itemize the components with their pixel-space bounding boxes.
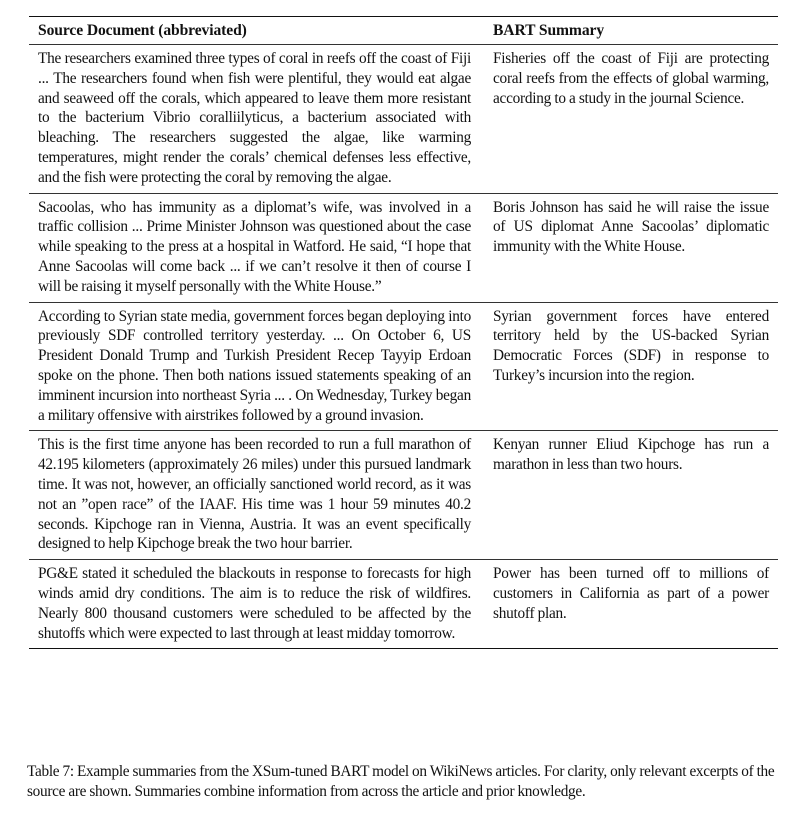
source-cell: The researchers examined three types of coral in reefs off the coast of Fiji ... The researchers found when fish were plentiful, they would eat algae and seaweed off the corals, which appeared to leave them more resistant to the bacterium Vibrio coralliilyticus, a bacterium associated with bleaching. The researchers suggested the algae, like warming temperatures, might render the corals’ chemical defenses less effective, and the fish were protecting the coral by removing the algae. [38, 50, 471, 186]
summary-table [29, 16, 778, 649]
summary-cell: Fisheries off the coast of Fiji are protecting coral reefs from the effects of global warming, according to a study in the journal Science. [493, 50, 769, 107]
summary-cell: Boris Johnson has said he will raise the issue of US diplomat Anne Sacoolas’ diplomatic immunity with the White House. [493, 198, 769, 256]
source-cell: This is the first time anyone has been recorded to run a full marathon of 42.195 kilometers (approximately 26 miles) under this pursued landmark time. It was not, however, an officially sanctioned world record, as it was not an ”open race” of the IAAF. His time was 1 hour 59 minutes 40.2 seconds. Kipchoge ran in Vienna, Austria. It was an event specifically designed to help Kipchoge break the two hour barrier. [38, 436, 471, 553]
summary-cell: Power has been turned off to millions of customers in California as part of a power shutoff plan. [493, 565, 769, 622]
summary-cell: Kenyan runner Eliud Kipchoge has run a marathon in less than two hours. [493, 436, 769, 474]
table-row [29, 45, 778, 194]
table-row [29, 431, 778, 560]
table-row [29, 302, 778, 431]
table-header-row [29, 17, 778, 45]
source-cell: According to Syrian state media, government forces began deploying into previously SDF controlled territory yesterday. ... On October 6, US President Donald Trump and Turkish President Recep Tayyip Erdoan spoke on the phone. Then both nations issued statements speaking of an imminent incursion into northeast Syria ... . On Wednesday, Turkey began a military offensive with airstrikes followed by a ground invasion. [38, 307, 471, 424]
table-caption: Table 7: Example summaries from the XSum-tuned BART model on WikiNews articles. For clarity, only relevant excerpts of the source are shown. Summaries combine information from across the article and prior knowledge. [27, 763, 775, 800]
summary-cell: Syrian government forces have entered territory held by the US-backed Syrian Democratic Forces (SDF) in response to Turkey’s incursion into the region. [493, 307, 769, 384]
header-source-document: Source Document (abbreviated) [38, 22, 247, 39]
source-cell: Sacoolas, who has immunity as a diplomat’s wife, was involved in a traffic collision ... Prime Minister Johnson was questioned about the case while speaking to the press at a hospital in Watford. He said, “I hope that Anne Sacoolas will come back ... if we can’t resolve it then of course I will be raising it myself personally with the White House.” [38, 198, 471, 295]
summary-table-container [29, 16, 778, 649]
source-cell: PG&E stated it scheduled the blackouts in response to forecasts for high winds amid dry conditions. The aim is to reduce the risk of wildfires. Nearly 800 thousand customers were scheduled to be affected by the shutoffs which were expected to last through at least midday tomorrow. [38, 565, 471, 642]
table-row [29, 193, 778, 302]
header-bart-summary: BART Summary [493, 22, 605, 39]
table-row [29, 560, 778, 649]
